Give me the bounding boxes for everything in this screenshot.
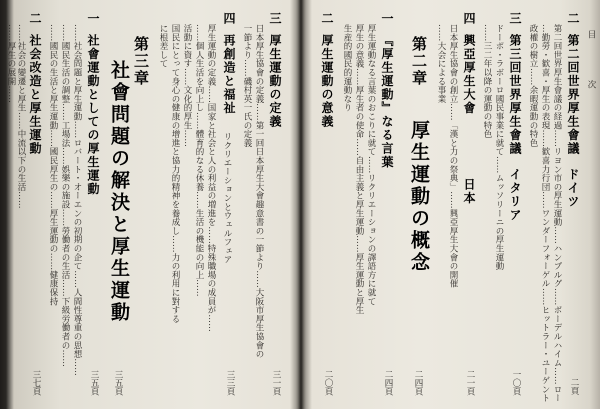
chapter-label: 第二章 (410, 36, 428, 87)
page-number: 三一頁 (271, 369, 281, 395)
section-number: 四 (222, 12, 236, 26)
page-number: 三五頁 (89, 369, 99, 395)
right-margin-b: 次 (586, 80, 596, 89)
section-number: 一 (380, 12, 394, 26)
toc-line: 生産的國民的運動なり (342, 24, 352, 112)
toc-line: に根差して (158, 24, 168, 68)
toc-line: ……厚生の展開…… (6, 24, 16, 104)
section-title: 再創造と福祉 (222, 34, 236, 115)
section-number: 一 (86, 12, 100, 26)
section-note: リクリエーションとウェルフェア (222, 132, 232, 264)
section-tail: イタリア (508, 168, 522, 222)
toc-line: 活動に資す……文化的厚生…… (182, 24, 192, 148)
page-number: 二四頁 (383, 369, 393, 395)
section-title: 興亞厚生大會 (462, 34, 476, 115)
section-title: 『厚生運動』なる言葉 (380, 34, 394, 169)
page-number: 三三頁 (225, 369, 235, 395)
toc-line: 厚生運動の定義……国家と社会と人の利益の増進を……特殊職場の成員が…… (206, 24, 216, 332)
toc-line: 日本厚生協會の定義……第一回日本厚生大會趣意書の一節より……大阪市厚生協會の (254, 24, 264, 359)
section-number: 二 (320, 12, 334, 26)
page-number: 二〇頁 (323, 369, 333, 395)
page-number: 一〇頁 (511, 369, 521, 395)
page-number: 二一頁 (465, 369, 475, 395)
toc-line: …勤勞・歓喜・厚生の表現……歓喜力行団……ワンダーフォーゲル……ヒットラー・ユーゲント (540, 24, 550, 403)
section-tail: ドイツ (566, 168, 580, 209)
toc-line: ……個人生活を向上し……體育的なる休養……生活の機能の向上…… (194, 24, 204, 297)
right-margin-a: 目 (586, 30, 596, 39)
chapter-label: 第三章 (132, 36, 150, 87)
toc-line: ……社会問題と厚生運動……ロバート・オーエンの初期の企て……人間性尊重の思想…… (72, 24, 82, 376)
section-title: 厚生運動の意義 (320, 34, 334, 129)
toc-line: 一節より……磯村英一氏の定義 (242, 24, 252, 148)
page-number: 二頁 (569, 378, 579, 395)
section-number: 三 (268, 12, 282, 26)
toc-line: 第二回世界厚生會議の経過……リヨン市の厚生運動……ハンブルグ……ボーデルハイム……ロー (552, 24, 562, 403)
section-number: 四 (462, 12, 476, 26)
chapter-title: 厚生運動の概念 (408, 120, 430, 274)
chapter-title: 社會問題の解決と厚生運動 (108, 60, 130, 324)
toc-line: 国民にとって身心の健康の增進と協力的精神を養成し……力の利用に對する (170, 24, 180, 324)
section-title: 社會運動としての厚生運動 (86, 34, 100, 196)
toc-line: 政權の樹立……余暇運動の特色 (528, 24, 538, 148)
book-gutter (296, 0, 306, 409)
toc-line: ……國民の生活と厚生運動……國民厚生の……厚生運動の……健康保持 (48, 24, 58, 306)
section-title: 厚生運動の定義 (268, 34, 282, 129)
toc-line: ……大会による事業 (436, 24, 446, 104)
toc-line: ……國民生活の調整……工場法……娯樂の施設……勞働者の生活……下級労働者の…… (60, 24, 70, 368)
section-tail: 日本 (462, 178, 476, 205)
section-title: 社会改造と厚生運動 (28, 34, 42, 156)
toc-line: ……三二年以降の運動の特色 (482, 24, 492, 139)
toc-line: 厚生運動なる言葉のおこりに就て……リクリエーションの譯語方に就て (366, 24, 376, 306)
toc-line: 厚生の意義……厚生者の使命……自由主義と厚生運動……厚生運動と厚生 (354, 24, 364, 315)
toc-line: ドーポ・ラボーロ國民事業に就て……ムッソリーニの厚生運動 (494, 24, 504, 271)
page-number: 二四頁 (413, 369, 423, 395)
section-number: 二 (566, 12, 580, 26)
section-number: 三 (508, 12, 522, 26)
section-title: 第二回世界厚生會議 (566, 34, 580, 156)
section-title: 第三回世界厚生會議 (508, 34, 522, 156)
page-number: 三五頁 (113, 369, 123, 395)
toc-line: ……社会の變遷と厚生……中流以下の生活…… (16, 24, 26, 209)
page-number: 三七頁 (31, 369, 41, 395)
toc-line: 日本厚生協會の創立……「漢と力の祭典」……興亞厚生大會の開催 (448, 24, 458, 288)
section-number: 二 (28, 12, 42, 26)
